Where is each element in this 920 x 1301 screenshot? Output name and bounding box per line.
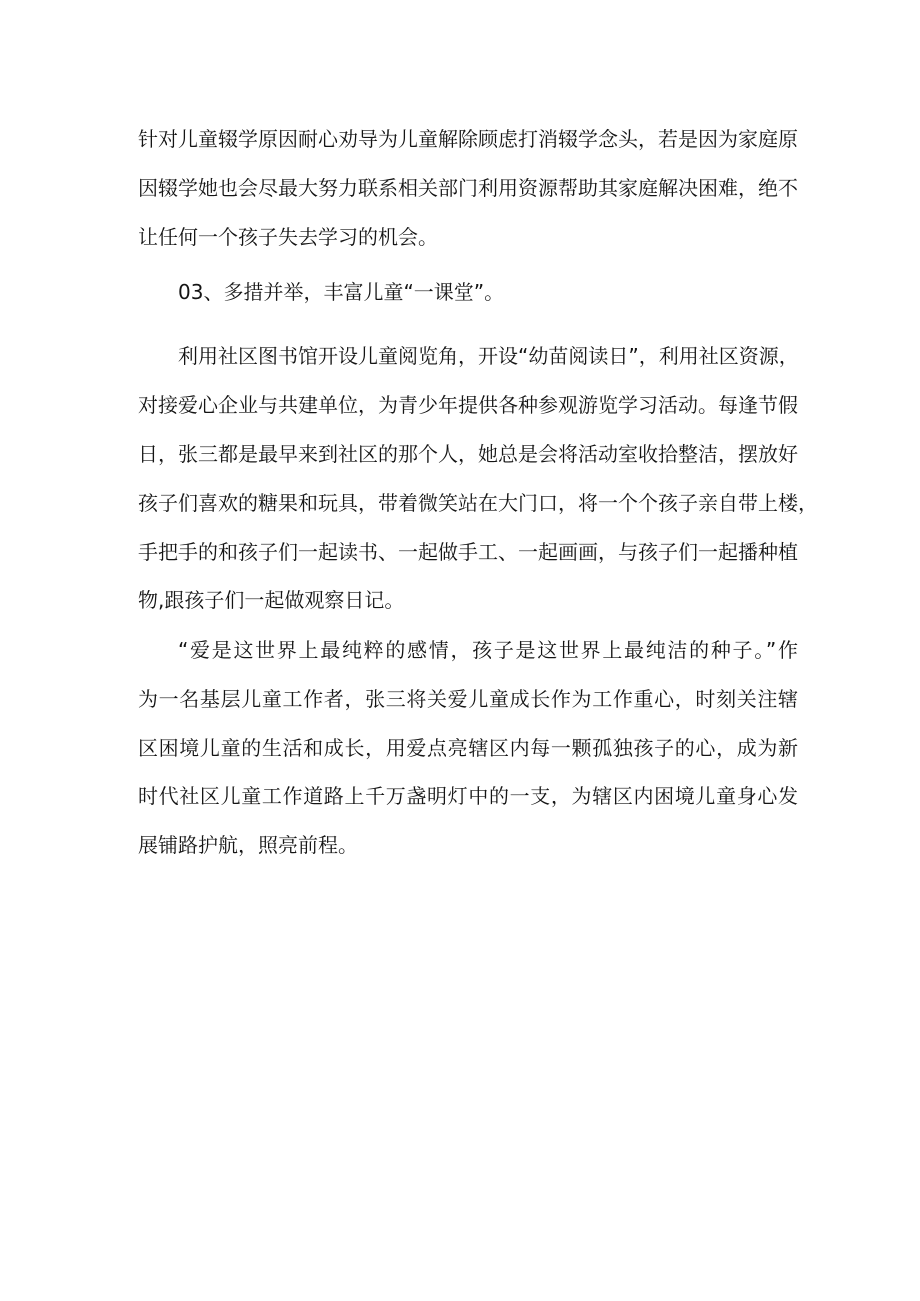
paragraph-2-line-3: 日，张三都是最早来到社区的那个人，她总是会将活动室收拾整洁，摆放好 xyxy=(138,442,798,466)
paragraph-1-line-2: 因辍学她也会尽最大努力联系相关部门利用资源帮助其家庭解决困难，绝不 xyxy=(138,176,798,200)
paragraph-2-line-6: 物,跟孩子们一起做观察日记。 xyxy=(138,588,405,612)
paragraph-1-line-3: 让任何一个孩子失去学习的机会。 xyxy=(138,225,438,249)
paragraph-3-line-2: 为一名基层儿童工作者，张三将关爱儿童成长作为工作重心，时刻关注辖 xyxy=(138,687,798,711)
paragraph-2-line-5: 手把手的和孩子们一起读书、一起做手工、一起画画，与孩子们一起播种植 xyxy=(138,540,798,564)
paragraph-3-line-4: 时代社区儿童工作道路上千万盏明灯中的一支，为辖区内困境儿童身心发 xyxy=(138,784,798,808)
paragraph-2-line-1: 利用社区图书馆开设儿童阅览角，开设“幼苗阅读日”，利用社区资源， xyxy=(178,344,799,368)
paragraph-1-line-1: 针对儿童辍学原因耐心劝导为儿童解除顾虑打消辍学念头，若是因为家庭原 xyxy=(138,127,798,151)
paragraph-3-line-5: 展铺路护航，照亮前程。 xyxy=(138,833,358,857)
paragraph-2-line-4: 孩子们喜欢的糖果和玩具，带着微笑站在大门口，将一个个孩子亲自带上楼， xyxy=(138,491,818,515)
paragraph-3-line-3: 区困境儿童的生活和成长，用爱点亮辖区内每一颗孤独孩子的心，成为新 xyxy=(138,736,798,760)
paragraph-2-line-2: 对接爱心企业与共建单位，为青少年提供各种参观游览学习活动。每逢节假 xyxy=(138,393,798,417)
section-heading: 03、多措并举，丰富儿童“一课堂”。 xyxy=(178,280,505,304)
paragraph-3-line-1: “爱是这世界上最纯粹的感情，孩子是这世界上最纯洁的种子。”作 xyxy=(178,638,798,662)
